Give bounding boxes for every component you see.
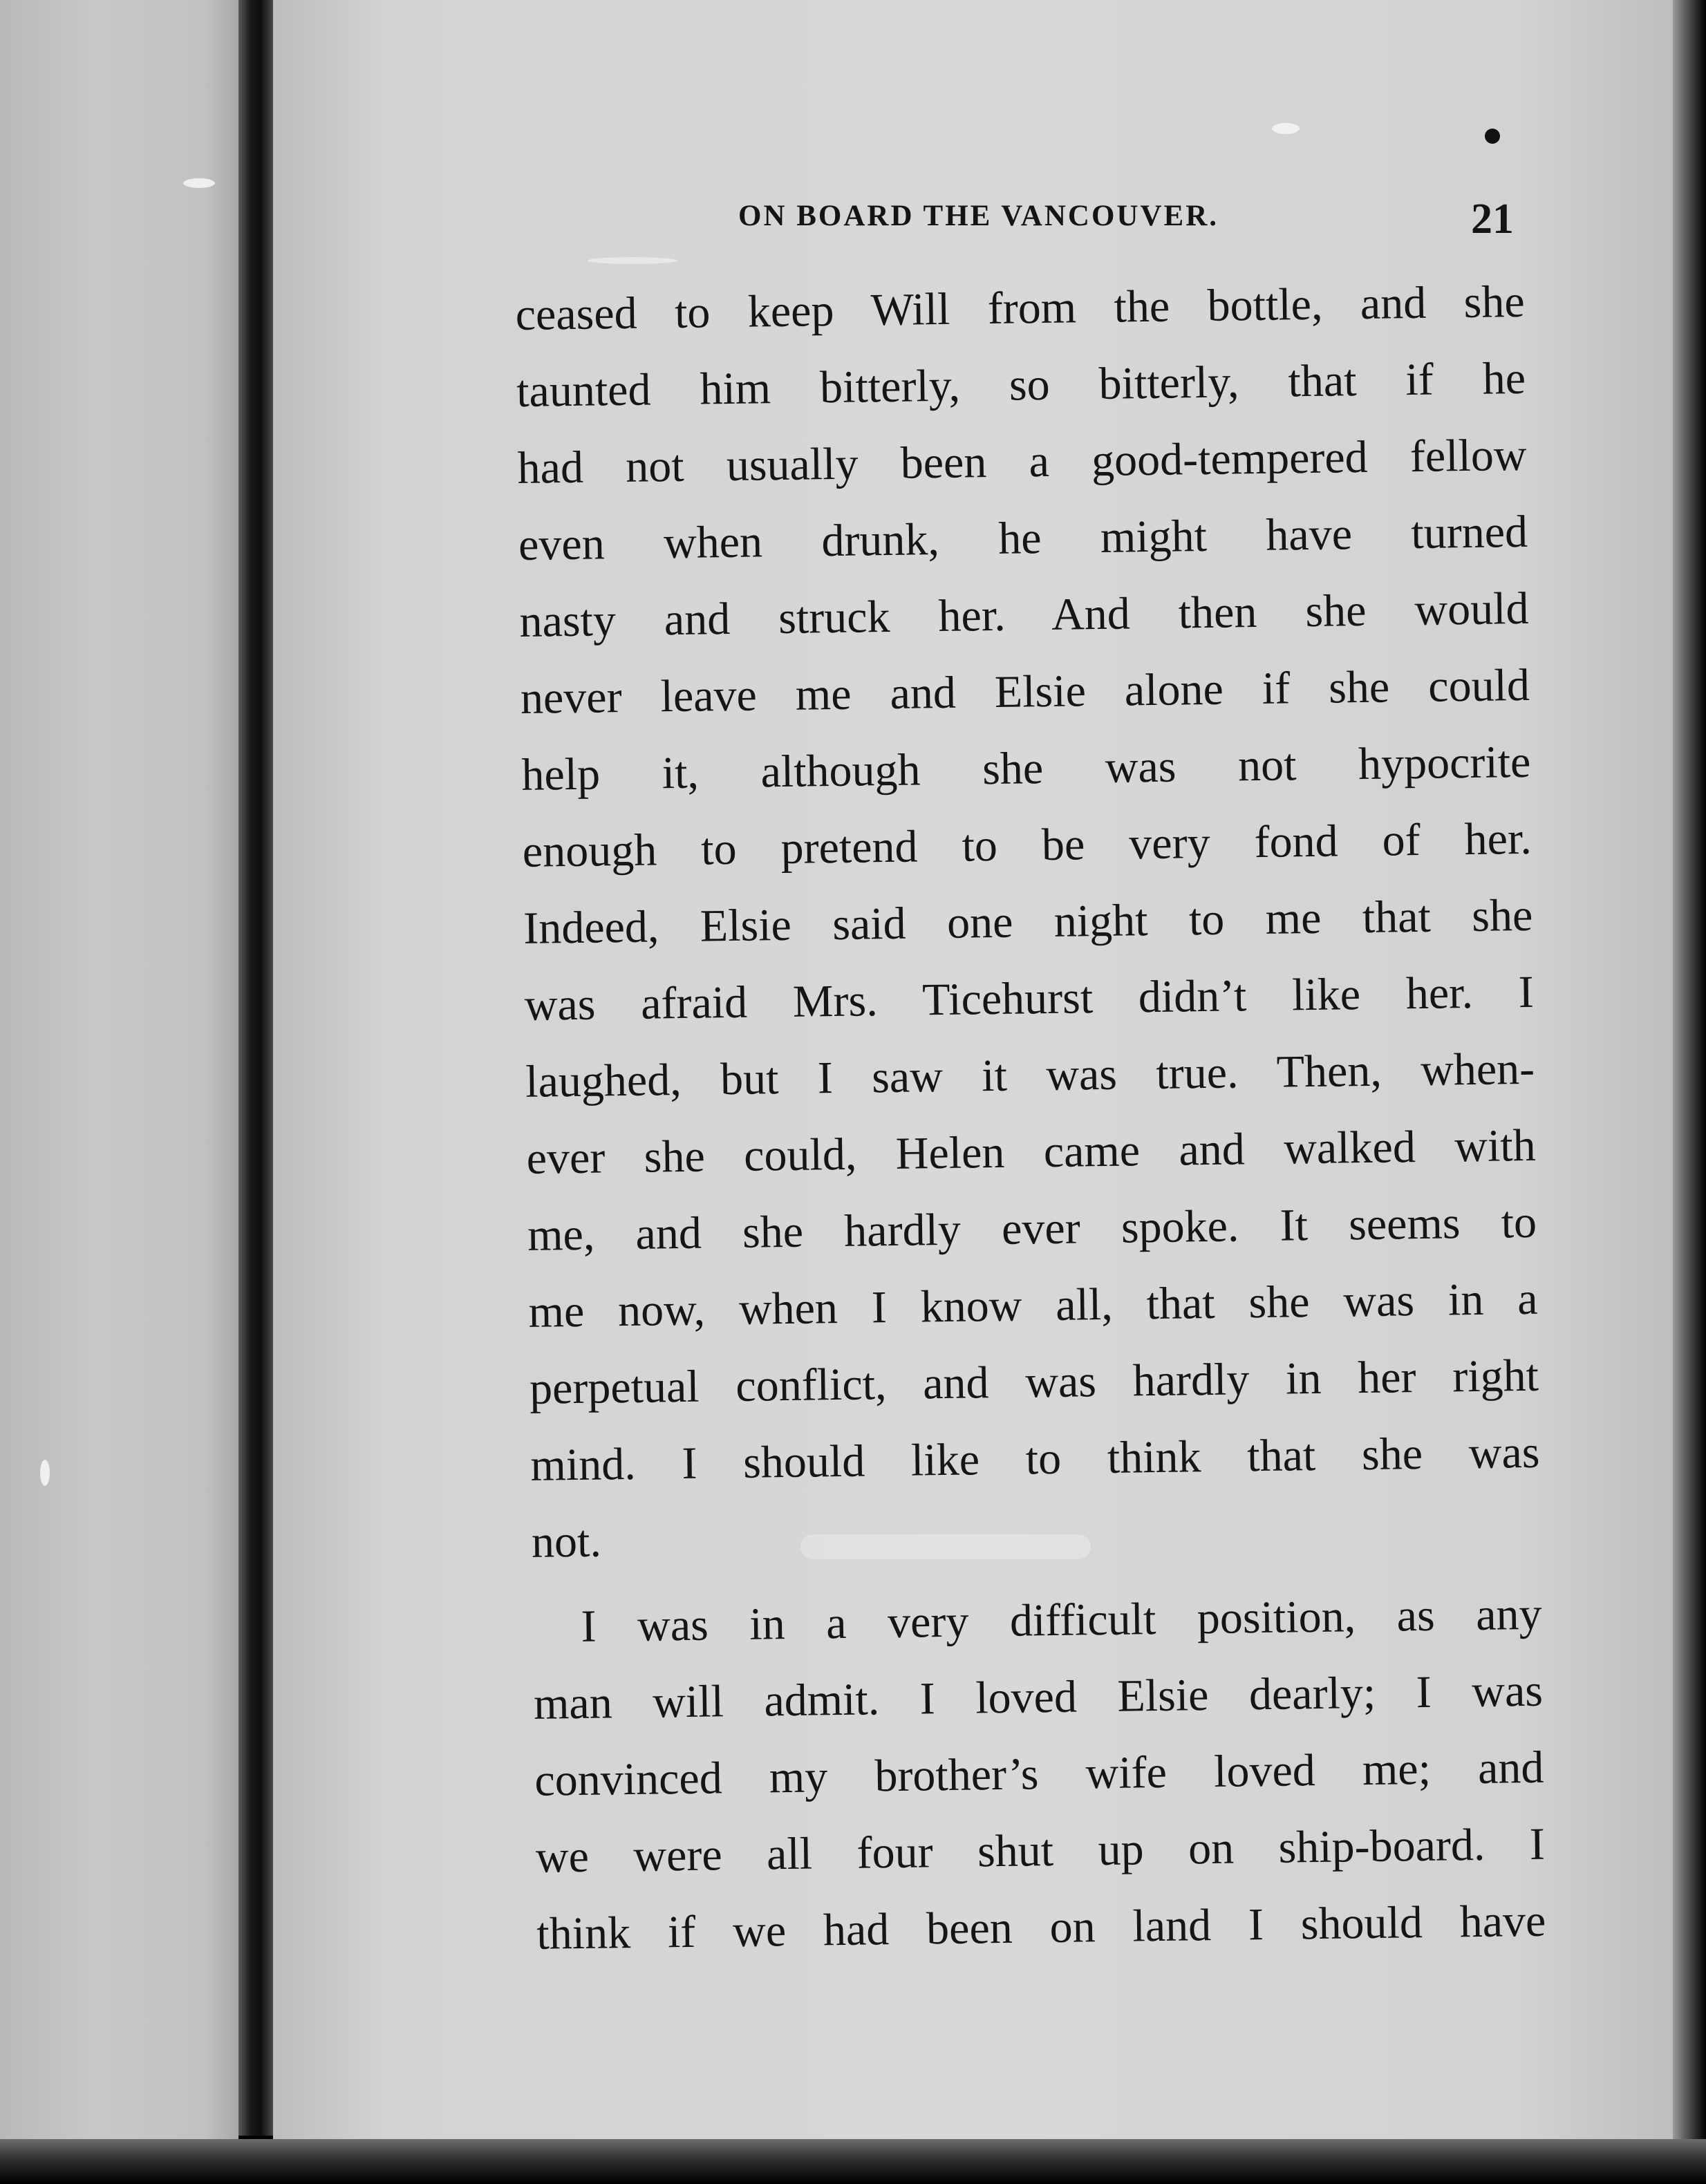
text-line: enough to pretend to be very fond of her. bbox=[522, 813, 1532, 877]
dust-speck bbox=[40, 1460, 50, 1486]
page-number: 21 bbox=[1471, 196, 1514, 243]
dust-speck bbox=[1272, 123, 1300, 134]
text-line: Indeed, Elsie said one night to me that she bbox=[523, 889, 1533, 954]
text-line: ever she could, Helen came and walked with bbox=[526, 1120, 1537, 1184]
text-line: laughed, but I saw it was true. Then, when- bbox=[525, 1043, 1535, 1107]
text-line: man will admit. I loved Elsie dearly; I was bbox=[533, 1665, 1544, 1729]
running-title: ON BOARD THE VANCOUVER. bbox=[738, 200, 1219, 232]
dust-speck bbox=[183, 178, 215, 188]
text-line: ceased to keep Will from the bottle, and she bbox=[515, 276, 1526, 340]
text-line: not. bbox=[531, 1516, 602, 1568]
body-text bbox=[515, 263, 1547, 2004]
text-line: never leave me and Elsie alone if she could bbox=[520, 659, 1530, 724]
text-line: we were all four shut up on ship-board. I bbox=[535, 1818, 1546, 1883]
book-gutter bbox=[238, 0, 273, 2136]
text-line: convinced my brother’s wife loved me; and bbox=[534, 1742, 1544, 1806]
text-line: help it, although she was not hypocrite bbox=[521, 736, 1531, 800]
text-line: perpetual conflict, and was hardly in her right bbox=[529, 1350, 1539, 1414]
text-line: nasty and struck her. And then she would bbox=[519, 583, 1529, 647]
text-line: me now, when I know all, that she was in a bbox=[528, 1273, 1538, 1337]
text-line: I was in a very difficult position, as any bbox=[581, 1588, 1542, 1652]
text-line: mind. I should like to think that she was bbox=[530, 1427, 1540, 1491]
page-right-edge bbox=[1673, 0, 1706, 2184]
text-line: was afraid Mrs. Ticehurst didn’t like her. I bbox=[524, 966, 1535, 1030]
text-line: even when drunk, he might have turned bbox=[518, 506, 1528, 570]
text-line: think if we had been on land I should have bbox=[536, 1895, 1546, 1959]
ink-blot bbox=[1485, 129, 1500, 144]
text-line: taunted him bitterly, so bitterly, that if he bbox=[516, 352, 1526, 417]
text-line: had not usually been a good-tempered fellow bbox=[517, 429, 1527, 493]
text-line: me, and she hardly ever spoke. It seems to bbox=[527, 1196, 1537, 1261]
dust-speck bbox=[588, 257, 677, 264]
page-bottom-edge bbox=[0, 2139, 1706, 2184]
facing-page-edge bbox=[0, 0, 238, 2143]
